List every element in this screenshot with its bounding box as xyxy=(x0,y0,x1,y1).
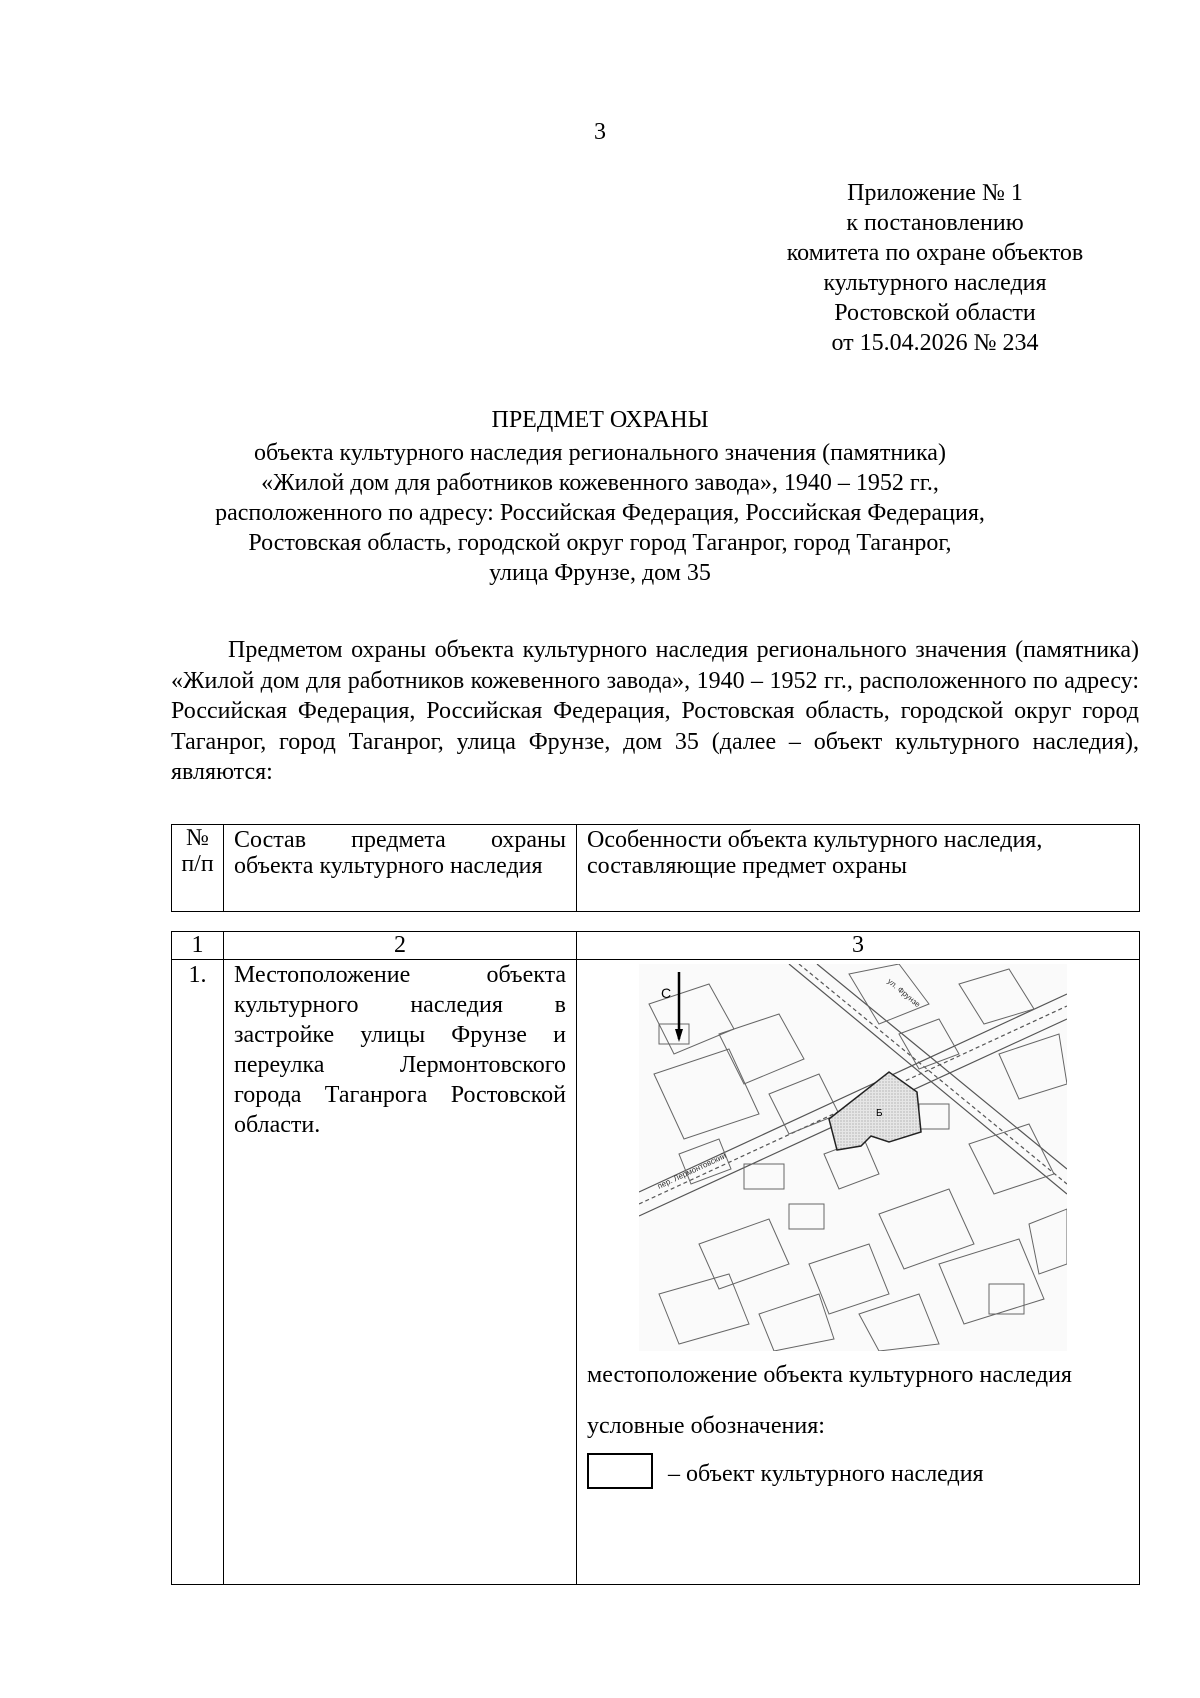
content-table xyxy=(171,931,1140,1585)
legend xyxy=(587,1459,1129,1489)
appendix-line: от 15.04.2026 № 234 xyxy=(831,330,1039,356)
header-composition: Состав предмета охраны объекта культурного наследия xyxy=(224,825,577,912)
appendix-line: Приложение № 1 xyxy=(847,180,1023,206)
header-features: Особенности объекта культурного наследия, составляющие предмет охраны xyxy=(577,825,1140,912)
column-number: 2 xyxy=(224,932,577,960)
legend-title: условные обозначения: xyxy=(587,1413,825,1439)
object-label: Б xyxy=(876,1108,883,1119)
map-caption: местоположение объекта культурного наследия xyxy=(587,1362,1072,1388)
column-number: 1 xyxy=(172,932,224,960)
legend-swatch xyxy=(587,1453,653,1489)
header-number: № п/п xyxy=(172,825,224,912)
appendix-line: комитета по охране объектов xyxy=(786,240,1084,266)
column-number: 3 xyxy=(577,932,1140,960)
title-line: объекта культурного наследия регионального значения (памятника) xyxy=(254,440,946,466)
north-label: С xyxy=(661,985,672,1001)
row-features xyxy=(577,960,1140,1585)
column-number-row xyxy=(172,932,1140,960)
street-label-lermontovsky: пер. Лермонтовский xyxy=(656,1151,728,1191)
appendix-line: к постановлению xyxy=(846,210,1024,236)
intro-paragraph xyxy=(171,635,1139,788)
location-map xyxy=(639,964,1067,1351)
intro-text: Предметом охраны объекта культурного наследия регионального значения (памятника) «Жилой дом для работников кожевенного завода», 1940 – 1952 гг., расположенного по адресу: Российская Федерация, Российская Федерация, Ростовская область, городской округ город Таганрог, город Таганрог, улица Фрунзе, дом 35 (далее – объект культурного наследия), являются: xyxy=(171,637,1139,785)
row-number: 1. xyxy=(172,960,224,1585)
title-line: улица Фрунзе, дом 35 xyxy=(489,560,711,586)
street-label-frunze: ул. Фрунзе xyxy=(885,976,923,1010)
document-title xyxy=(150,405,1050,588)
title-line: расположенного по адресу: Российская Федерация, Российская Федерация, xyxy=(215,500,985,526)
title-line: «Жилой дом для работников кожевенного завода», 1940 – 1952 гг., xyxy=(261,470,939,496)
title-line: Ростовская область, городской округ город Таганрог, город Таганрог, xyxy=(248,530,952,556)
header-table xyxy=(171,824,1140,912)
map-background xyxy=(639,964,1067,1351)
legend-label: – объект культурного наследия xyxy=(668,1461,984,1487)
page-number: 3 xyxy=(594,119,606,145)
cadastral-map xyxy=(639,964,1067,1351)
appendix-line: Ростовской области xyxy=(834,300,1036,326)
appendix-line: культурного наследия xyxy=(823,270,1047,296)
row-composition: Местоположение объекта культурного наследия в застройке улицы Фрунзе и переулка Лермонтовского города Таганрога Ростовской области. xyxy=(224,960,577,1585)
title-heading: ПРЕДМЕТ ОХРАНЫ xyxy=(491,407,709,433)
table-row xyxy=(172,960,1140,1585)
appendix-block xyxy=(740,178,1130,358)
